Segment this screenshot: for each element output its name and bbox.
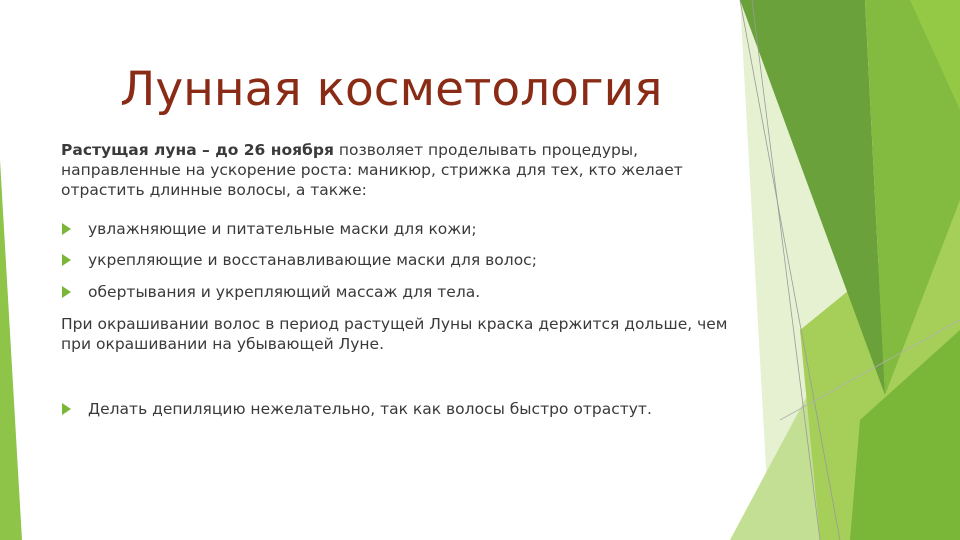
list-item xyxy=(61,248,741,272)
intro-text: позволяет проделывать процедуры, направленные на ускорение роста: маникюр, стрижка для тех, кто желает отрастить длинные волосы, а также: xyxy=(61,141,683,199)
list-item-text: укрепляющие и восстанавливающие маски для волос; xyxy=(88,251,537,269)
note-paragraph: При окрашивании волос в период растущей Луны краска держится дольше, чем при окрашивании на убывающей Луне. xyxy=(61,315,728,353)
slide-title: Лунная косметология xyxy=(120,62,663,117)
intro-paragraph xyxy=(61,140,741,200)
list-item xyxy=(61,217,741,241)
intro-bold-text: Растущая луна – до 26 ноября xyxy=(61,141,334,159)
list-item-text: увлажняющие и питательные маски для кожи; xyxy=(88,220,477,238)
bullet-arrow-icon xyxy=(62,286,71,298)
bullet-arrow-icon xyxy=(62,254,71,266)
list-item xyxy=(61,397,741,421)
list-item xyxy=(61,280,741,304)
list-item-text: Делать депиляцию нежелательно, так как волосы быстро отрастут. xyxy=(88,400,652,418)
bullet-arrow-icon xyxy=(62,403,71,415)
left-green-bar xyxy=(0,160,22,540)
list-item-text: обертывания и укрепляющий массаж для тела. xyxy=(88,283,481,301)
bullet-arrow-icon xyxy=(62,223,71,235)
